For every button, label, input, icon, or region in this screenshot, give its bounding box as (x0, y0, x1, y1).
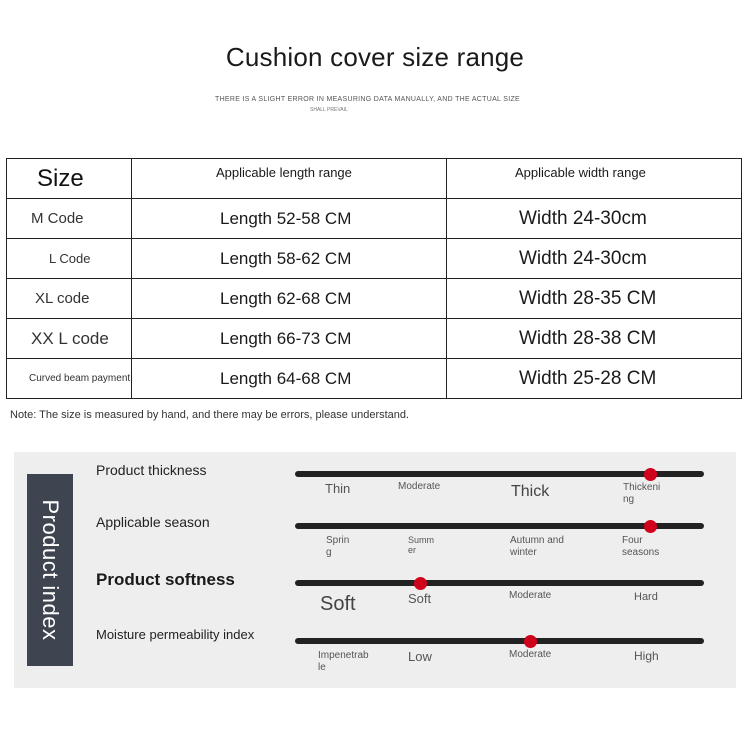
moisture-tick: Low (408, 649, 432, 664)
length-cell: Length 62-68 CM (132, 279, 447, 319)
season-tick: Autumn and winter (510, 535, 564, 558)
table-row (7, 319, 742, 359)
softness-tick: Hard (634, 591, 658, 603)
size-cell: XL code (7, 279, 132, 319)
size-table (6, 158, 742, 399)
softness-indicator (414, 577, 427, 590)
header-size: Size (7, 159, 132, 199)
table-row (7, 359, 742, 399)
thickness-tick: Thickening (623, 482, 661, 505)
header-length-range: Applicable length range (132, 159, 447, 199)
size-cell: Curved beam payment (7, 359, 132, 399)
size-cell: M Code (7, 199, 132, 239)
moisture-tick: Impenetrable (318, 650, 369, 673)
moisture-label: Moisture permeability index (96, 627, 255, 642)
thickness-tick: Moderate (398, 481, 441, 492)
page-title: Cushion cover size range (225, 42, 525, 72)
thickness-tick: Thick (511, 483, 550, 500)
season-tick: Summer (408, 535, 435, 556)
size-cell: L Code (7, 239, 132, 279)
moisture-tick: High (634, 649, 659, 663)
thickness-tick: Thin (325, 481, 351, 496)
season-tick: Spring (326, 535, 350, 558)
thickness-indicator (644, 468, 657, 481)
table-row (7, 199, 742, 239)
moisture-indicator (524, 635, 537, 648)
table-row (7, 239, 742, 279)
width-cell: Width 28-38 CM (447, 319, 742, 359)
season-indicator (644, 520, 657, 533)
softness-tick: Soft (408, 591, 432, 606)
width-cell: Width 28-35 CM (447, 279, 742, 319)
length-cell: Length 66-73 CM (132, 319, 447, 359)
softness-label: Product softness (96, 570, 235, 589)
moisture-tick: Moderate (509, 649, 552, 660)
size-note: Note: The size is measured by hand, and there may be errors, please understand. (10, 409, 410, 421)
softness-tick: Soft (320, 593, 356, 615)
size-cell: XX L code (7, 319, 132, 359)
season-tick: Four seasons (622, 535, 660, 558)
measurement-disclaimer-continued: SHALL PREVAIL (310, 107, 348, 113)
thickness-label: Product thickness (96, 462, 207, 478)
length-cell: Length 64-68 CM (132, 359, 447, 399)
width-cell: Width 25-28 CM (447, 359, 742, 399)
moisture-scale (295, 638, 704, 644)
thickness-scale (295, 471, 704, 477)
season-scale (295, 523, 704, 529)
table-row (7, 279, 742, 319)
header-width-range: Applicable width range (447, 159, 742, 199)
length-cell: Length 58-62 CM (132, 239, 447, 279)
product-index-label (27, 474, 73, 666)
length-cell: Length 52-58 CM (132, 199, 447, 239)
width-cell: Width 24-30cm (447, 239, 742, 279)
product-index-label-text: Product index (38, 499, 63, 641)
table-header-row (7, 159, 742, 199)
softness-tick: Moderate (509, 590, 552, 601)
season-label: Applicable season (96, 514, 210, 530)
width-cell: Width 24-30cm (447, 199, 742, 239)
softness-scale (295, 580, 704, 586)
measurement-disclaimer: THERE IS A SLIGHT ERROR IN MEASURING DATA MANUALLY, AND THE ACTUAL SIZE (215, 96, 520, 103)
